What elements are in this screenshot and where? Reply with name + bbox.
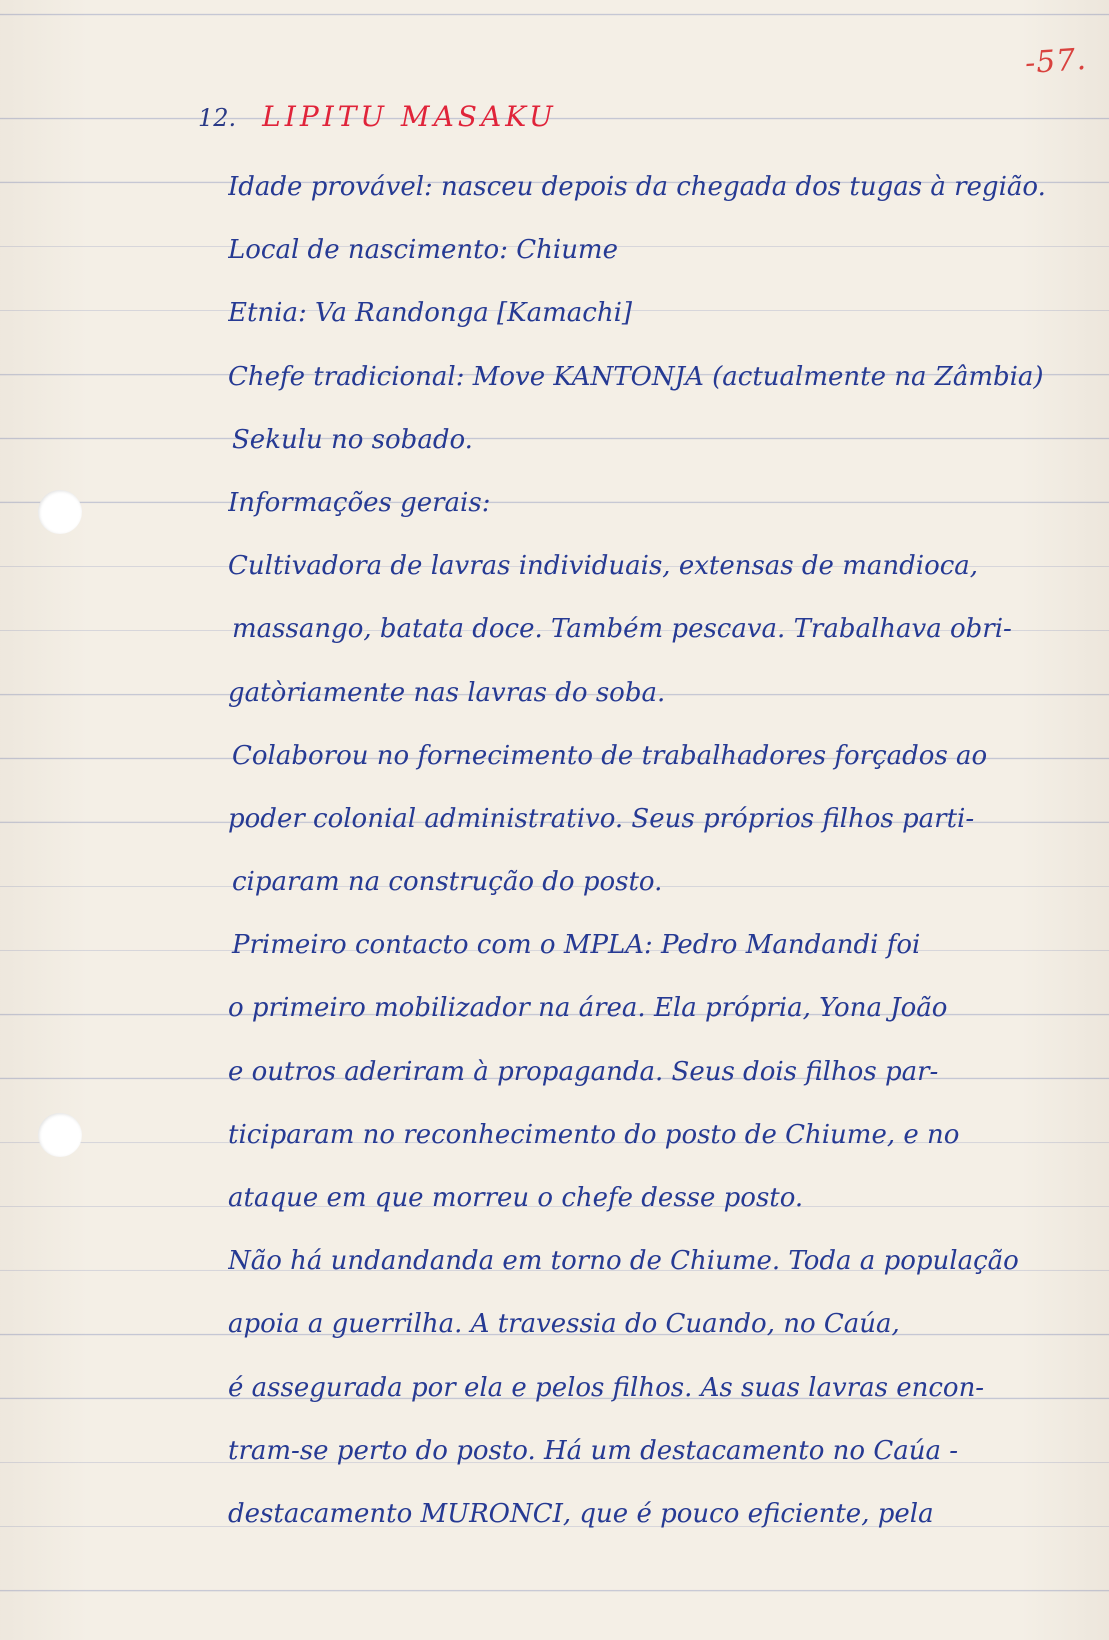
text-line: ciparam na construção do posto. (232, 867, 663, 898)
text-line: ticiparam no reconhecimento do posto de Chiume, e no (228, 1119, 960, 1150)
text-line: Não há undandanda em torno de Chiume. Toda a população (228, 1246, 1019, 1277)
text-line: apoia a guerrilha. A travessia do Cuando, no Caúa, (228, 1309, 900, 1340)
text-line: Primeiro contacto com o MPLA: Pedro Mandandi foi (232, 930, 921, 961)
text-line: é assegurada por ela e pelos filhos. As suas lavras encon- (228, 1372, 985, 1403)
binder-hole (38, 490, 82, 534)
page-number: -57. (1023, 41, 1089, 82)
text-line: Idade provável: nasceu depois da chegada dos tugas à região. (228, 172, 1046, 202)
text-line: Cultivadora de lavras individuais, extensas de mandioca, (228, 551, 979, 582)
text-line: e outros aderiram à propaganda. Seus dois filhos par- (228, 1056, 939, 1087)
text-line: o primeiro mobilizador na área. Ela própria, Yona João (228, 993, 948, 1024)
text-line: Chefe tradicional: Move KANTONJA (actualmente na Zâmbia) (228, 361, 1044, 392)
handwritten-text (228, 162, 1088, 1552)
text-line: ataque em que morreu o chefe desse posto. (228, 1183, 804, 1213)
entry-name: LIPITU MASAKU (262, 100, 557, 133)
text-line: Informações gerais: (228, 487, 491, 518)
entry-number: 12. (198, 104, 237, 132)
text-line: destacamento MURONCI, que é pouco eficiente, pela (228, 1498, 934, 1529)
text-line: tram-se perto do posto. Há um destacamento no Caúa - (228, 1435, 959, 1466)
text-line: Colaborou no fornecimento de trabalhadores forçados ao (232, 740, 988, 771)
text-line: Sekulu no sobado. (232, 424, 473, 455)
text-line: massango, batata doce. Também pescava. Trabalhava obri- (232, 614, 1012, 645)
binder-hole (38, 1113, 82, 1157)
text-line: gatòriamente nas lavras do soba. (228, 677, 666, 708)
entry-heading (198, 100, 557, 140)
text-line: poder colonial administrativo. Seus próprios filhos parti- (228, 803, 975, 834)
text-line: Etnia: Va Randonga [Kamachi] (228, 298, 633, 329)
text-line: Local de nascimento: Chiume (228, 235, 618, 266)
